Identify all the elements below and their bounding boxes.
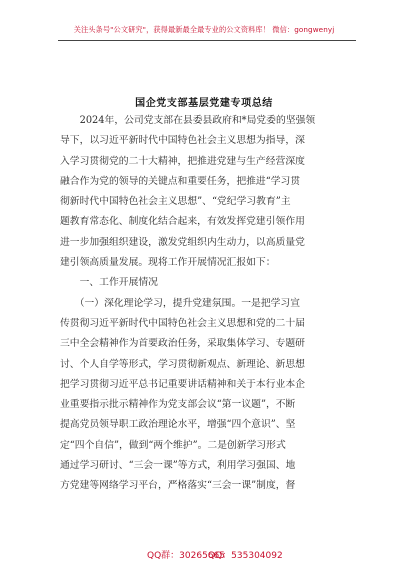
body-line: 进一步加强组织建设，激发党组织内生动力，以高质量党 [60, 236, 305, 248]
body-line: 融合作为党的领导的关键点和重要任务，把推进“学习贯 [60, 175, 301, 187]
body-line: 把学习贯彻习近平总书记重要讲话精神和关于本行业本企 [60, 378, 305, 390]
body-line: 传贯彻习近平新时代中国特色社会主义思想和党的二十届 [60, 317, 305, 329]
body-line: 方党建等网络学习平台，严格落实“三会一课”制度，督 [60, 480, 296, 492]
body-line: 2024年，公司党支部在县委县政府和*局党委的坚强领 [60, 115, 316, 126]
body-line: 提高党员领导职工政治理论水平，增强“四个意识”、坚 [60, 419, 296, 431]
qq-number: QQ：535304092 [208, 551, 283, 561]
body-line: 彻新时代中国特色社会主义思想”、“党纪学习教育”主 [60, 196, 291, 208]
body-line: 题教育常态化、制度化结合起来，有效发挥党建引领作用 [60, 216, 305, 228]
promo-banner: 关注头条号"公文研究"，获得最新最全最专业的公文资料库！ 微信：gongwenyj [73, 25, 335, 34]
document-title: 国企党支部基层党建专项总结 [135, 98, 273, 109]
section-heading: 一、工作开展情况 [60, 277, 158, 289]
body-line: 业重要指示批示精神作为党支部会议“第一议题”，不断 [60, 399, 296, 411]
body-line: 定“四个自信”，做到“两个维护”。二是创新学习形式 [60, 439, 286, 451]
qq-group-number: QQ群：30265665 [147, 551, 225, 561]
body-line: 通过学习研讨、“三会一课”等方式，利用学习强国、地 [60, 460, 296, 472]
header-divider [58, 40, 356, 41]
body-line: 三中全会精神作为首要政治任务，采取集体学习、专题研 [60, 338, 305, 350]
body-line: 建引领高质量发展。现将工作开展情况汇报如下： [60, 257, 276, 269]
body-line: （一）深化理论学习，提升党建氛围。一是把学习宣 [60, 297, 301, 309]
body-line: 讨、个人自学等形式，学习贯彻新观点、新理论、新思想 [60, 358, 305, 370]
document-body [60, 111, 354, 497]
body-line: 入学习贯彻党的二十大精神，把推进党建与生产经营深度 [60, 155, 305, 167]
body-line: 导下，以习近平新时代中国特色社会主义思想为指导，深 [60, 135, 305, 147]
